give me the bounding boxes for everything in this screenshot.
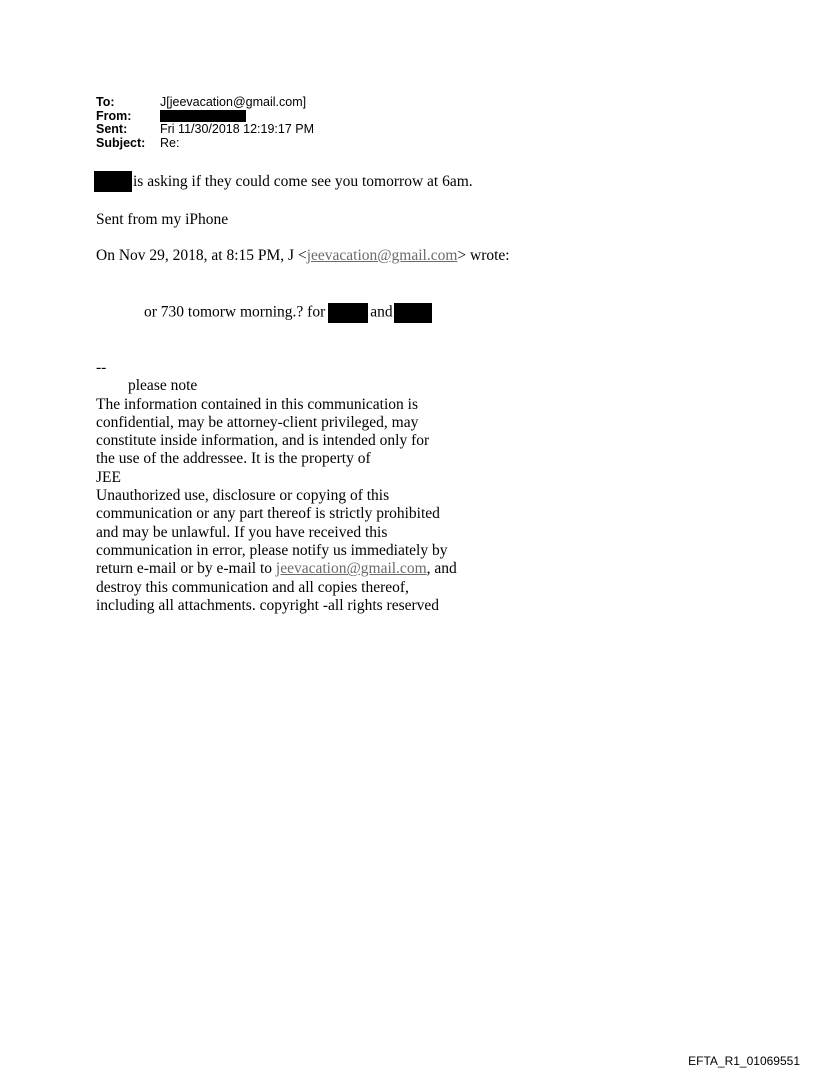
email-line-prefix: return e-mail or by e-mail to xyxy=(96,560,276,578)
quoted-text: or 730 tomorw morning.? for xyxy=(144,303,326,321)
message-text: is asking if they could come see you tomorrow at 6am. xyxy=(133,173,473,191)
disclaimer-line: JEE xyxy=(96,468,121,486)
from-label: From: xyxy=(96,108,132,123)
subject-value: Re: xyxy=(160,135,180,150)
quote-prefix: On Nov 29, 2018, at 8:15 PM, J < xyxy=(96,247,307,264)
disclaimer-line: and may be unlawful. If you have received this xyxy=(96,523,388,541)
redaction-box xyxy=(94,171,132,192)
subject-row xyxy=(96,137,314,151)
disclaimer-line: confidential, may be attorney-client privileged, may xyxy=(96,413,419,431)
disclaimer-line: The information contained in this communication is xyxy=(96,395,418,413)
disclaimer-line: the use of the addressee. It is the property of xyxy=(96,450,371,468)
email-line-suffix: , and xyxy=(426,560,457,578)
sent-from-line: Sent from my iPhone xyxy=(96,211,229,228)
sent-value: Fri 11/30/2018 12:19:17 PM xyxy=(160,122,315,136)
disclaimer-email-link[interactable]: jeevacation@gmail.com xyxy=(275,560,427,578)
quote-suffix: > wrote: xyxy=(457,247,510,264)
disclaimer-line: communication in error, please notify us immediately by xyxy=(96,541,448,559)
email-header xyxy=(96,96,314,150)
disclaimer-line: including all attachments. copyright -all rights reserved xyxy=(96,596,440,614)
quoted-and: and xyxy=(370,303,393,321)
from-value xyxy=(160,110,246,124)
message-line xyxy=(94,172,473,193)
document-id: EFTA_R1_01069551 xyxy=(688,1054,800,1068)
redaction-box xyxy=(328,303,368,323)
redaction-box xyxy=(160,110,246,122)
quoted-message xyxy=(144,303,432,323)
signature-note: please note xyxy=(128,377,198,395)
to-label: To: xyxy=(96,95,115,109)
from-row xyxy=(96,110,314,124)
signature-block xyxy=(96,359,457,615)
to-row xyxy=(96,96,314,110)
redaction-box xyxy=(394,303,432,323)
disclaimer-line: constitute inside information, and is intended only for xyxy=(96,432,430,450)
quote-attribution xyxy=(96,247,510,265)
quote-email-link[interactable]: jeevacation@gmail.com xyxy=(306,247,458,264)
sent-label: Sent: xyxy=(96,122,128,136)
disclaimer-line: Unauthorized use, disclosure or copying of this xyxy=(96,487,390,505)
signature-dashes: -- xyxy=(96,359,107,376)
to-value: J[jeevacation@gmail.com] xyxy=(160,95,307,109)
disclaimer-email-line xyxy=(96,560,457,578)
sent-row xyxy=(96,123,314,137)
disclaimer-line: destroy this communication and all copies thereof, xyxy=(96,578,409,596)
subject-label: Subject: xyxy=(96,135,146,150)
disclaimer-line: communication or any part thereof is strictly prohibited xyxy=(96,505,440,523)
